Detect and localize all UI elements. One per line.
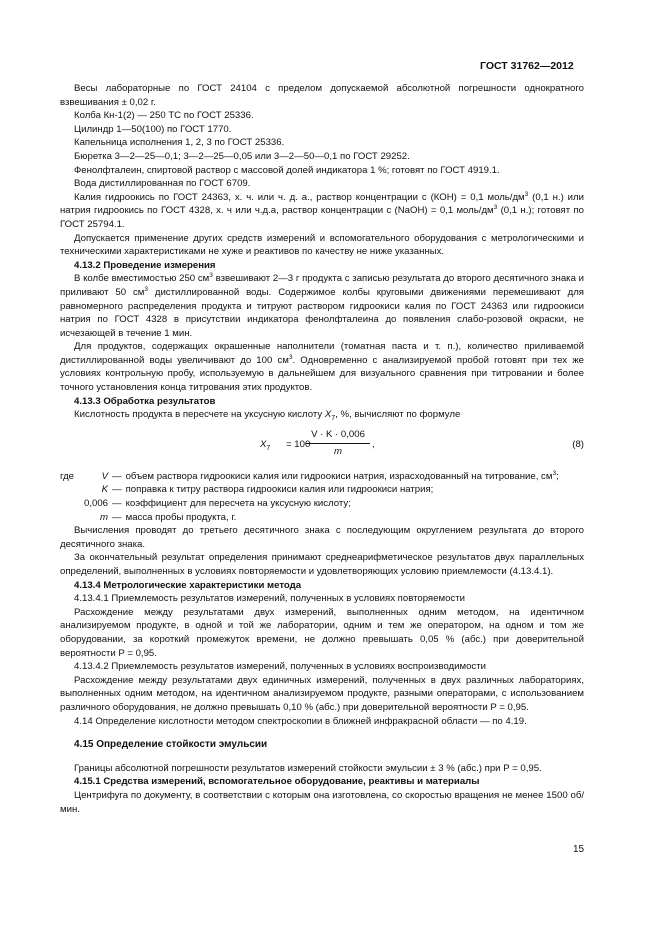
section-4-14: 4.14 Определение кислотности методом спектроскопии в ближней инфракрасной области — по 4.19. bbox=[74, 715, 527, 727]
measurement-paragraph: В колбе вместимостью 250 $см^3$ взвешивают 2—3 г продукта с записью результата до второго десятичного знака и приливают 50 $см^3$ дистиллированной воды. Содержимое колбы круговыми движениями перемешивают для равномерного распределения продукта и титруют раствором гидроокиси калия по ГОСТ 24363 или гидроокиси натрия по ГОСТ 4328 в присутствии индикатора фенолфталеина до появления слабо-розовой окраски, не исчезающей в течение 1 мин. bbox=[60, 272, 585, 339]
standard-header: ГОСТ 31762—2012 bbox=[480, 60, 574, 72]
where-row: m — масса пробы продукта, г. bbox=[100, 511, 237, 523]
where-row: где V — объем раствора гидроокиси калия или гидроокиси натрия, израсходованный на титрование, $см^3$; bbox=[60, 469, 559, 482]
subsection-4-13-4-2: 4.13.4.2 Приемлемость результатов измерений, полученных в условиях воспроизводимости bbox=[74, 661, 486, 673]
formula-8 bbox=[60, 426, 584, 464]
subsection-4-13-4-1: 4.13.4.1 Приемлемость результатов измерений, полученных в условиях повторяемости bbox=[74, 593, 465, 605]
section-4-15-1-title: 4.15.1 Средства измерений, вспомогательное оборудование, реактивы и материалы bbox=[74, 776, 480, 788]
formula-numerator: V · K · 0,006 bbox=[311, 428, 365, 440]
emulsion-error-paragraph: Границы абсолютной погрешности результатов измерений стойкости эмульсии ± 3 % (абс.) при P = 0,95. bbox=[74, 762, 542, 774]
formula-comma: , bbox=[372, 438, 375, 450]
equipment-item: Фенолфталеин, спиртовой раствор с массовой долей индикатора 1 %; готовят по ГОСТ 4919.1. bbox=[74, 164, 500, 176]
equipment-item: Вода дистиллированная по ГОСТ 6709. bbox=[74, 178, 251, 190]
where-row: 0,006 — коэффициент для пересчета на уксусную кислоту; bbox=[83, 498, 351, 510]
section-4-13-3-title: 4.13.3 Обработка результатов bbox=[74, 395, 216, 407]
repeatability-paragraph: Расхождение между результатами двух измерений, выполненных одним методом, на идентичном анализируемом продукте, в одной и той же лаборатории, одним и тем же оператором, на одном и том же оборудовании, за короткий промежуток времени, не должно превышать 0,05 % (абс.) при доверительной вероятности P = 0,95. bbox=[60, 606, 584, 659]
page-number: 15 bbox=[573, 844, 585, 855]
colored-products-paragraph: Для продуктов, содержащих окрашенные наполнители (томатная паста и т. п.), количество приливаемой дистиллированной воды увеличивают до 100 $см^3$. Одновременно с анализируемой пробой готовят при тех же условиях контрольную пробу, используемую в дальнейшем для визуального сравнения при титровании и более точного установления конца титрования этих продуктов. bbox=[60, 341, 584, 394]
equipment-item: Цилиндр 1—50(100) по ГОСТ 1770. bbox=[74, 123, 232, 135]
formula-denominator: m bbox=[334, 445, 342, 457]
section-4-15-title: 4.15 Определение стойкости эмульсии bbox=[74, 739, 268, 751]
calculation-paragraph: Вычисления проводят до третьего десятичного знака с последующим округлением результата до второго десятичного знака. bbox=[60, 525, 584, 550]
equipment-item: Капельница исполнения 1, 2, 3 по ГОСТ 25336. bbox=[74, 137, 285, 149]
formula-intro: Кислотность продукта в пересчете на уксусную кислоту $X_7$, %, вычисляют по формуле bbox=[74, 409, 461, 423]
formula-coefficient: = 100 bbox=[286, 438, 311, 450]
reproducibility-paragraph: Расхождение между результатами двух единичных измерений, полученных в двух различных лабораториях, выполненных одним методом, на идентичном анализируемом продукте, разными операторами, с использованием различного оборудования, не должно превышать 0,10 % (абс.) при доверительной вероятности P = 0,95. bbox=[60, 674, 584, 713]
section-4-13-4-title: 4.13.4 Метрологические характеристики метода bbox=[74, 579, 302, 591]
equipment-item: Весы лабораторные по ГОСТ 24104 с пределом допускаемой абсолютной погрешности однократного взвешивания ± 0,02 г. bbox=[60, 83, 584, 108]
formula-lhs: $X_7$ bbox=[260, 438, 271, 452]
reagent-koh-naoh: Калия гидроокись по ГОСТ 24363, х. ч. или ч. д. а., раствор концентрации с (КОН) = 0,1 моль/$дм^3$ (0,1 н.) или натрия гидроокись по ГОСТ 4328, х. ч или ч.д.а, раствор концентрации с (NaOH) = 0,1 моль/$дм^3$ (0,1 н.); готовят по ГОСТ 25794.1. bbox=[60, 190, 584, 230]
where-row: K — поправка к титру раствора гидроокиси калия или гидроокиси натрия; bbox=[101, 484, 434, 496]
allowed-paragraph: Допускается применение других средств измерений и вспомогательного оборудования с метрологическими и техническими характеристиками не хуже и реактивов по качеству не ниже указанных. bbox=[60, 232, 584, 258]
centrifuge-paragraph: Центрифуга по документу, в соответствии с которым она изготовлена, со скоростью вращения не менее 1500 об/мин. bbox=[60, 789, 584, 815]
equipment-item: Колба Кн-1(2) — 250 ТС по ГОСТ 25336. bbox=[74, 110, 254, 122]
section-4-13-2-title: 4.13.2 Проведение измерения bbox=[74, 259, 216, 271]
page-body bbox=[60, 82, 584, 816]
final-result-paragraph: За окончательный результат определения принимают среднеарифметическое результатов двух параллельных определений, выполненных в условиях повторяемости и удовлетворяющих условию приемлемости (4.13.4.1). bbox=[60, 552, 584, 577]
fraction-bar bbox=[306, 443, 370, 444]
equipment-item: Бюретка 3—2—25—0,1; 3—2—25—0,05 или 3—2—50—0,1 по ГОСТ 29252. bbox=[74, 150, 410, 162]
formula-number: (8) bbox=[572, 438, 584, 450]
